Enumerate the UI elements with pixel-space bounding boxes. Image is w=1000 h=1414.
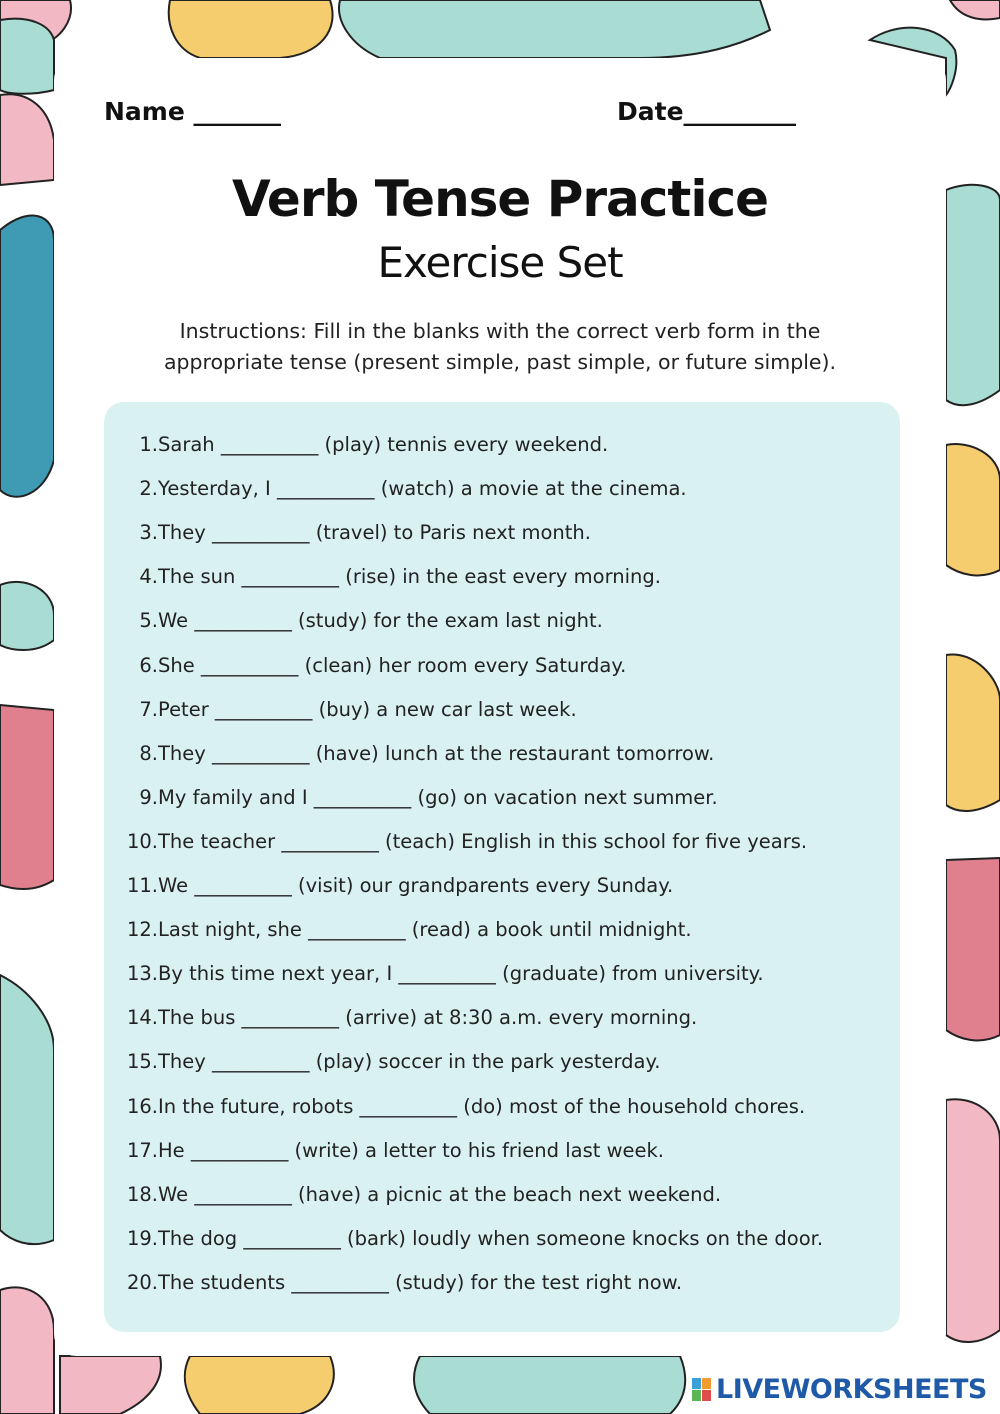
exercise-item	[104, 1139, 900, 1169]
exercise-number: 9.	[139, 785, 158, 809]
exercise-number: 20.	[126, 1270, 158, 1294]
exercise-number: 1.	[139, 433, 158, 456]
name-field-label: Name _______	[104, 97, 282, 126]
exercise-number: 10.	[126, 829, 158, 853]
exercise-number: 12.	[126, 918, 158, 942]
exercise-sentence: My family and I __________ (go) on vacation next summer.	[158, 785, 718, 809]
exercise-item	[104, 477, 900, 507]
exercise-item	[104, 1006, 900, 1036]
exercise-item	[104, 698, 900, 728]
dino-rose-left	[0, 705, 54, 889]
exercise-number: 18.	[126, 1182, 158, 1206]
exercise-sentence: We __________ (have) a picnic at the beach next weekend.	[158, 1182, 722, 1206]
liveworksheets-logo-icon	[690, 1374, 714, 1406]
exercise-number: 7.	[139, 697, 158, 721]
exercise-sentence: Yesterday, I __________ (watch) a movie at the cinema.	[158, 477, 687, 501]
exercise-sentence: The dog __________ (bark) loudly when someone knocks on the door.	[158, 1226, 824, 1250]
exercise-sentence: They __________ (have) lunch at the restaurant tomorrow.	[158, 741, 715, 765]
exercise-item	[104, 609, 900, 639]
exercise-sentence: Peter __________ (buy) a new car last week.	[158, 697, 577, 721]
dino-teal-left	[0, 216, 54, 497]
exercise-item	[104, 654, 900, 684]
exercise-sentence: The sun __________ (rise) in the east every morning.	[158, 565, 661, 589]
dino-rose-right	[946, 858, 1000, 1040]
dino-pink-left-1	[0, 94, 54, 185]
date-field-label: Date_________	[617, 97, 797, 126]
exercise-sentence: She __________ (clean) her room every Saturday.	[158, 653, 627, 677]
exercise-number: 5.	[139, 609, 158, 633]
exercise-item	[104, 742, 900, 772]
exercise-number: 17.	[126, 1138, 158, 1162]
dino-yellow-bottom	[185, 1356, 334, 1414]
exercise-sentence: They __________ (travel) to Paris next month.	[158, 521, 591, 545]
page-title: Verb Tense Practice	[231, 170, 769, 228]
exercise-sentence: By this time next year, I __________ (graduate) from university.	[158, 962, 764, 986]
dino-mint-right-1	[946, 185, 1000, 405]
exercise-item	[104, 1095, 900, 1125]
exercise-item	[104, 830, 900, 860]
exercise-sentence: Last night, she __________ (read) a book until midnight.	[158, 918, 692, 942]
exercise-item	[104, 1183, 900, 1213]
dino-mint-left-3	[0, 975, 54, 1244]
exercise-number: 16.	[126, 1094, 158, 1118]
exercise-sentence: We __________ (study) for the exam last night.	[158, 609, 603, 633]
exercise-number: 13.	[126, 962, 158, 986]
dino-mint-left-2	[0, 582, 54, 650]
exercise-item	[104, 918, 900, 948]
exercise-sentence: In the future, robots __________ (do) most of the household chores.	[158, 1094, 806, 1118]
exercise-item	[104, 521, 900, 551]
exercise-sentence: The teacher __________ (teach) English in this school for five years.	[158, 829, 808, 853]
exercise-number: 14.	[126, 1006, 158, 1030]
exercise-sentence: He __________ (write) a letter to his friend last week.	[158, 1138, 665, 1162]
exercise-sentence: Sarah __________ (play) tennis every weekend.	[158, 433, 609, 456]
dino-mint-top	[339, 0, 770, 58]
dino-yellow-right-2	[946, 654, 1000, 811]
dino-pink-left-4	[0, 1287, 54, 1414]
exercise-item	[104, 1271, 900, 1301]
page-subtitle: Exercise Set	[377, 238, 623, 287]
liveworksheets-logo-text: LIVEWORKSHEETS	[716, 1374, 987, 1405]
exercise-number: 3.	[139, 521, 158, 545]
exercise-number: 19.	[126, 1226, 158, 1250]
exercise-sentence: They __________ (play) soccer in the park yesterday.	[158, 1050, 661, 1074]
dino-pink-right-2	[946, 1099, 1000, 1342]
dino-mint-bottom	[414, 1356, 685, 1414]
exercise-sentence: We __________ (visit) our grandparents every Sunday.	[158, 874, 674, 897]
exercise-sentence: The bus __________ (arrive) at 8:30 a.m. every morning.	[158, 1006, 698, 1030]
dino-yellow-right-1	[946, 444, 1000, 575]
exercise-item	[104, 565, 900, 595]
exercise-number: 2.	[139, 477, 158, 501]
dino-pink-bottom-left	[60, 1356, 161, 1414]
exercise-sentence: The students __________ (study) for the test right now.	[158, 1270, 683, 1294]
dino-pink-top-right	[950, 0, 1000, 19]
exercise-number: 15.	[126, 1050, 158, 1074]
exercise-item	[104, 1050, 900, 1080]
exercise-number: 11.	[126, 874, 158, 897]
exercise-item	[104, 874, 900, 904]
exercise-item	[104, 1227, 900, 1257]
instructions: Instructions: Fill in the blanks with the correct verb form in the appropriate tense (present simple, past simple, or future simple).	[163, 319, 837, 374]
exercise-item	[104, 433, 900, 463]
exercise-item	[104, 962, 900, 992]
dino-mint-left-top	[0, 19, 54, 94]
exercise-number: 8.	[139, 741, 158, 765]
exercise-item	[104, 786, 900, 816]
exercise-number: 6.	[139, 653, 158, 677]
dino-yellow-top	[169, 0, 333, 58]
exercise-number: 4.	[139, 565, 158, 589]
